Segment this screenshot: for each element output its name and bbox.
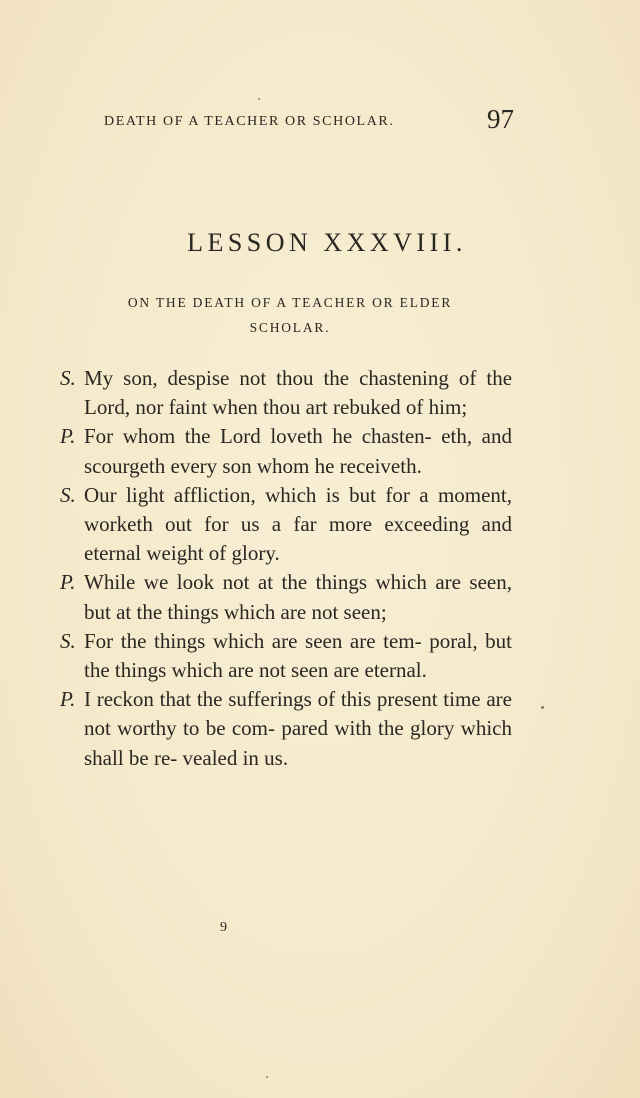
dialogue-line: vealed in us. xyxy=(182,745,289,770)
dialogue-line: rebuked of him; xyxy=(333,395,468,420)
dialogue-exchange xyxy=(60,685,512,773)
running-head xyxy=(96,104,516,138)
page-number: 97 xyxy=(487,104,514,134)
dialogue-line: eth, and scourgeth every son whom he xyxy=(84,424,513,478)
dialogue-line: My son, despise not thou the chastening xyxy=(84,366,449,390)
dialogue-line: pared with the glory which shall be re- xyxy=(84,716,512,770)
dialogue-line: are seen, but at the things which are not xyxy=(84,570,512,624)
dialogue-line: moment, worketh out for us a far more xyxy=(84,482,513,537)
lesson-title: LESSON XXXVIII. xyxy=(187,228,467,257)
dialogue-exchange xyxy=(60,364,512,422)
paper-speck xyxy=(258,98,260,100)
paper-speck xyxy=(266,1076,268,1078)
dialogue-line: receiveth. xyxy=(339,453,422,478)
running-title: DEATH OF A TEACHER OR SCHOLAR. xyxy=(104,114,395,129)
dialogue-line: While we look not at the things which xyxy=(84,570,427,595)
dialogue-exchange xyxy=(60,481,512,569)
dialogue-line: I reckon that the sufferings of this xyxy=(84,687,372,712)
lesson-subtitle xyxy=(70,290,510,340)
responsive-reading xyxy=(60,364,512,773)
dialogue-line: are eternal. xyxy=(333,658,427,683)
dialogue-exchange xyxy=(60,568,512,626)
speaker-label: S. xyxy=(60,482,76,507)
dialogue-line: seen; xyxy=(343,599,387,624)
speaker-label: S. xyxy=(60,628,76,653)
dialogue-line: Our light affliction, which is but for a xyxy=(84,482,429,507)
dialogue-line: For the things which are seen are tem- xyxy=(84,628,422,653)
subtitle-line: ON THE DEATH OF A TEACHER OR ELDER xyxy=(127,295,453,310)
signature-mark: 9 xyxy=(220,920,227,935)
speaker-label: P. xyxy=(60,687,76,712)
dialogue-line: present time are not worthy to be com- xyxy=(84,687,512,741)
dialogue-line: poral, but the things which are not seen xyxy=(84,628,512,683)
speaker-label: S. xyxy=(60,366,76,390)
paper-speck xyxy=(541,706,544,709)
subtitle-line: SCHOLAR. xyxy=(249,320,331,335)
speaker-label: P. xyxy=(60,424,76,449)
speaker-label: P. xyxy=(60,570,76,595)
dialogue-line: For whom the Lord loveth he chasten- xyxy=(84,424,432,449)
dialogue-line: of the Lord, nor faint when thou art xyxy=(84,366,513,420)
dialogue-exchange xyxy=(60,627,512,685)
dialogue-exchange xyxy=(60,422,512,480)
dialogue-line: exceeding and eternal weight of glory. xyxy=(84,512,512,566)
